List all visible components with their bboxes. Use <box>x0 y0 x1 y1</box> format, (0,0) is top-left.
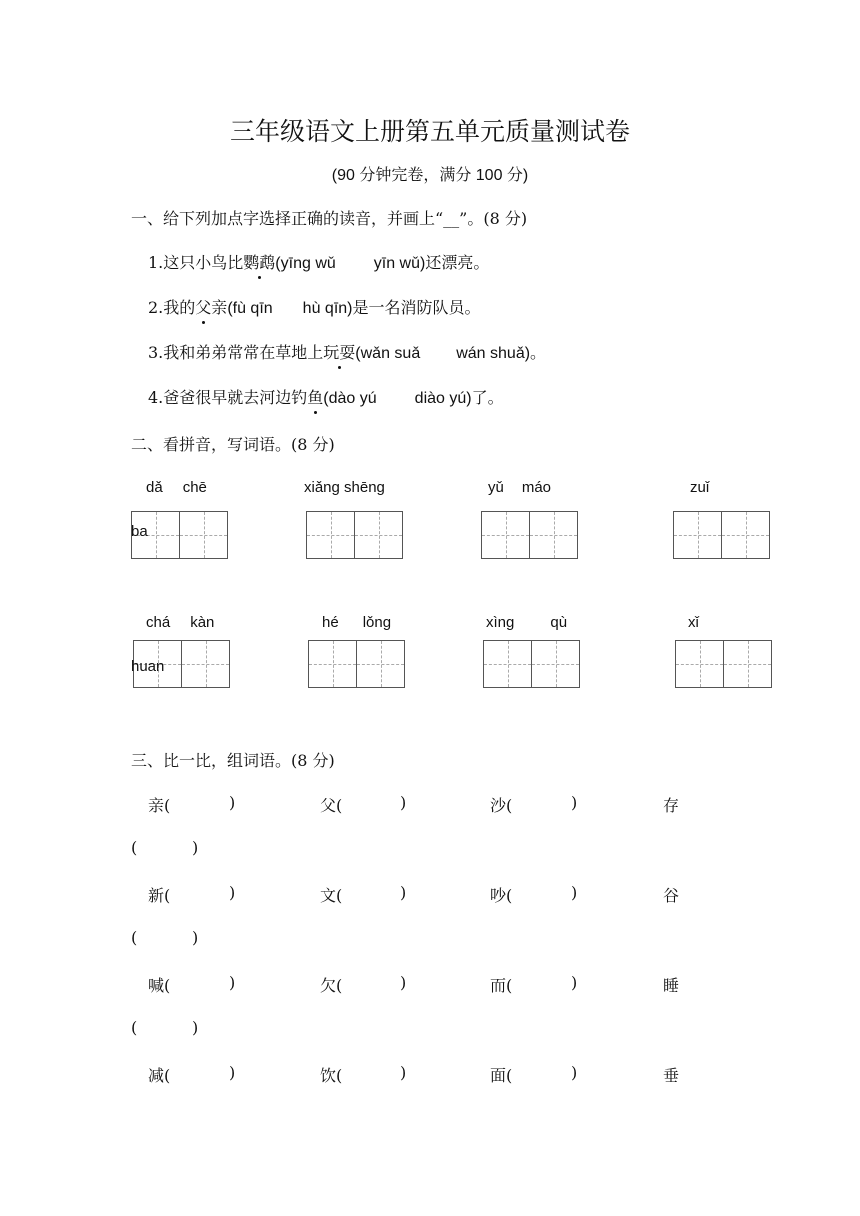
compare-close: ) <box>229 973 236 992</box>
section1-item-1 <box>148 250 489 273</box>
pinyin-option-a: (dào yú <box>323 390 377 407</box>
page-title: 三年级语文上册第五单元质量测试卷 <box>229 117 630 146</box>
compare-item: 亲( <box>148 796 171 815</box>
pinyin-option-b: wán shuǎ) <box>456 345 531 362</box>
compare-close: ) <box>571 1063 578 1082</box>
section1-heading: 一、给下列加点字选择正确的读音，并画上“__”。(8 分) <box>131 209 528 228</box>
section2-heading: 二、看拼音，写词语。(8 分) <box>131 435 335 454</box>
pinyin-option-a: (yīng wǔ <box>275 255 336 272</box>
compare-close: ) <box>229 883 236 902</box>
writing-grid[interactable] <box>673 511 770 559</box>
dotted-chars: 父 <box>195 295 211 318</box>
writing-grid[interactable] <box>483 640 580 688</box>
compare-wrap-close: ) <box>192 1018 199 1037</box>
pinyin-option-a: (fù qīn <box>227 300 273 317</box>
item-text: 亲 <box>211 298 228 317</box>
dotted-chars: 玩耍 <box>323 340 355 363</box>
pinyin-overflow: ba <box>131 523 148 540</box>
compare-item: 减( <box>148 1066 171 1085</box>
compare-wrap-close: ) <box>192 928 199 947</box>
compare-item: 饮( <box>320 1066 343 1085</box>
item-text: 是一名消防队员。 <box>352 298 481 317</box>
compare-wrap-open: ( <box>131 838 138 857</box>
compare-wrap-open: ( <box>131 928 138 947</box>
compare-wrap-open: ( <box>131 1018 138 1037</box>
compare-close: ) <box>400 1063 407 1082</box>
section3-heading: 三、比一比，组词语。(8 分) <box>131 751 335 770</box>
compare-item: 谷 <box>663 886 680 905</box>
compare-item: 文( <box>320 886 343 905</box>
compare-wrap-close: ) <box>192 838 199 857</box>
compare-item: 睡 <box>663 976 680 995</box>
compare-close: ) <box>229 793 236 812</box>
compare-item: 面( <box>490 1066 513 1085</box>
writing-grid[interactable] <box>675 640 772 688</box>
item-text: 。 <box>530 343 547 362</box>
page-subtitle: (90 分钟完卷，满分 100 分) <box>331 167 529 184</box>
pinyin-label: zuǐ <box>690 479 710 496</box>
item-text: 1.这只小鸟比 <box>148 253 244 272</box>
compare-close: ) <box>400 793 407 812</box>
pinyin-label: xǐ <box>688 614 699 631</box>
compare-item: 吵( <box>490 886 513 905</box>
section1-item-4 <box>148 385 504 408</box>
pinyin-option-b: diào yú) <box>414 390 472 407</box>
pinyin-overflow: huan <box>131 658 165 675</box>
pinyin-label: yǔ máo <box>488 479 552 496</box>
section1-item-2 <box>148 295 481 318</box>
pinyin-option-a: (wǎn suǎ <box>355 345 421 362</box>
compare-item: 父( <box>320 796 343 815</box>
pinyin-label: chá kàn <box>146 614 215 631</box>
writing-grid[interactable] <box>308 640 405 688</box>
pinyin-label: hé lǒng <box>322 614 392 631</box>
dotted-chars: 鹦鹉 <box>243 250 275 273</box>
pinyin-label: xìng qù <box>486 614 568 631</box>
writing-grid[interactable] <box>481 511 578 559</box>
section1-item-3 <box>148 340 546 363</box>
compare-close: ) <box>571 793 578 812</box>
compare-close: ) <box>229 1063 236 1082</box>
writing-grid[interactable] <box>306 511 403 559</box>
item-text: 了。 <box>471 388 504 407</box>
dotted-chars: 鱼 <box>307 385 323 408</box>
item-text: 3.我和弟弟常常在草地上 <box>148 343 324 362</box>
compare-close: ) <box>400 973 407 992</box>
pinyin-option-b: hù qīn) <box>302 300 353 317</box>
compare-close: ) <box>400 883 407 902</box>
compare-item: 欠( <box>320 976 343 995</box>
compare-item: 沙( <box>490 796 513 815</box>
compare-close: ) <box>571 883 578 902</box>
pinyin-label: dǎ chē <box>146 479 207 496</box>
compare-close: ) <box>571 973 578 992</box>
compare-item: 新( <box>148 886 171 905</box>
compare-item: 垂 <box>663 1066 680 1085</box>
compare-item: 喊( <box>148 976 171 995</box>
item-text: 4.爸爸很早就去河边钓 <box>148 388 308 407</box>
compare-item: 存 <box>663 796 680 815</box>
item-text: 还漂亮。 <box>425 253 490 272</box>
item-text: 2.我的 <box>148 298 196 317</box>
pinyin-label: xiǎng shēng <box>304 479 385 496</box>
compare-item: 而( <box>490 976 513 995</box>
pinyin-option-b: yīn wǔ) <box>373 255 426 272</box>
